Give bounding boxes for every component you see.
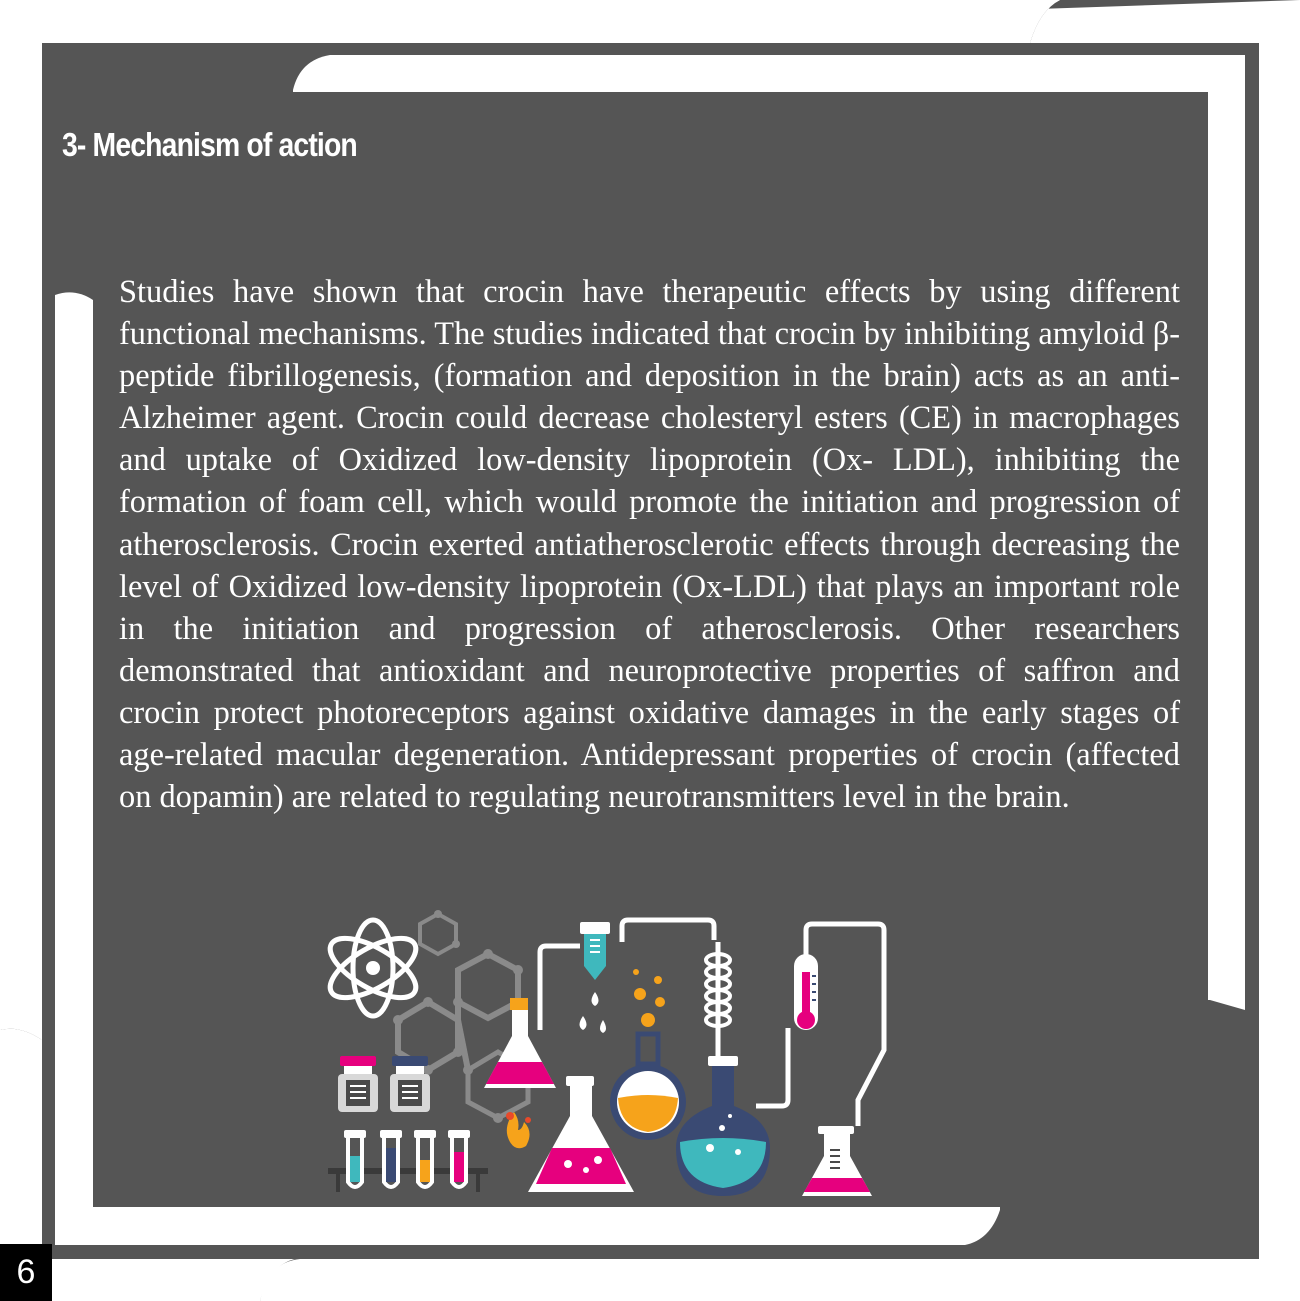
body-paragraph: Studies have shown that crocin have therapeutic effects by using different functional mechanisms. The studies indicated that crocin by inhibiting amyloid β-peptide fibrillogenesis, (formation and deposition in the brain) acts as an anti-Alzheimer agent. Crocin could decrease cholesteryl esters (CE) in macrophages and uptake of Oxidized low-density lipoprotein (Ox- LDL), inhibiting the formation of foam cell, which would promote the initiation and progression of atherosclerosis. Crocin exerted antiatherosclerotic effects through decreasing the level of Oxidized low-density lipoprotein (Ox-LDL) that plays an important role in the initiation and progression of atherosclerosis. Other researchers demonstrated that antioxidant and neuroprotective properties of saffron and crocin protect photoreceptors against oxidative damages in the early stages of age-related macular degeneration. Antidepressant properties of crocin (affected on dopamin) are related to regulating neurotransmitters level in the brain. (119, 274, 1180, 816)
white-frame-bottom (55, 1207, 1000, 1245)
white-frame-top (293, 55, 1245, 92)
section-title: 3- Mechanism of action (62, 126, 357, 163)
burner-flame-icon (506, 1112, 531, 1148)
atom-nucleus (366, 961, 380, 975)
lab-illustration (318, 880, 898, 1200)
white-corner-bottom (260, 1259, 1300, 1301)
page-number: 6 (0, 1244, 52, 1301)
dropper-icon (580, 922, 611, 1033)
thermometer-icon (794, 954, 818, 1030)
vial-icon (338, 1056, 378, 1112)
test-tube-rack-icon (328, 1130, 488, 1192)
white-frame-right (1208, 92, 1245, 1010)
vial-icon (390, 1056, 430, 1112)
white-corner-right (1259, 263, 1300, 1259)
round-flask-icon (610, 969, 686, 1140)
erlenmeyer-flask-icon (802, 1126, 872, 1196)
condenser-coil-icon (706, 954, 730, 1026)
white-frame-left (55, 292, 93, 1245)
round-flask-icon (676, 1056, 770, 1196)
